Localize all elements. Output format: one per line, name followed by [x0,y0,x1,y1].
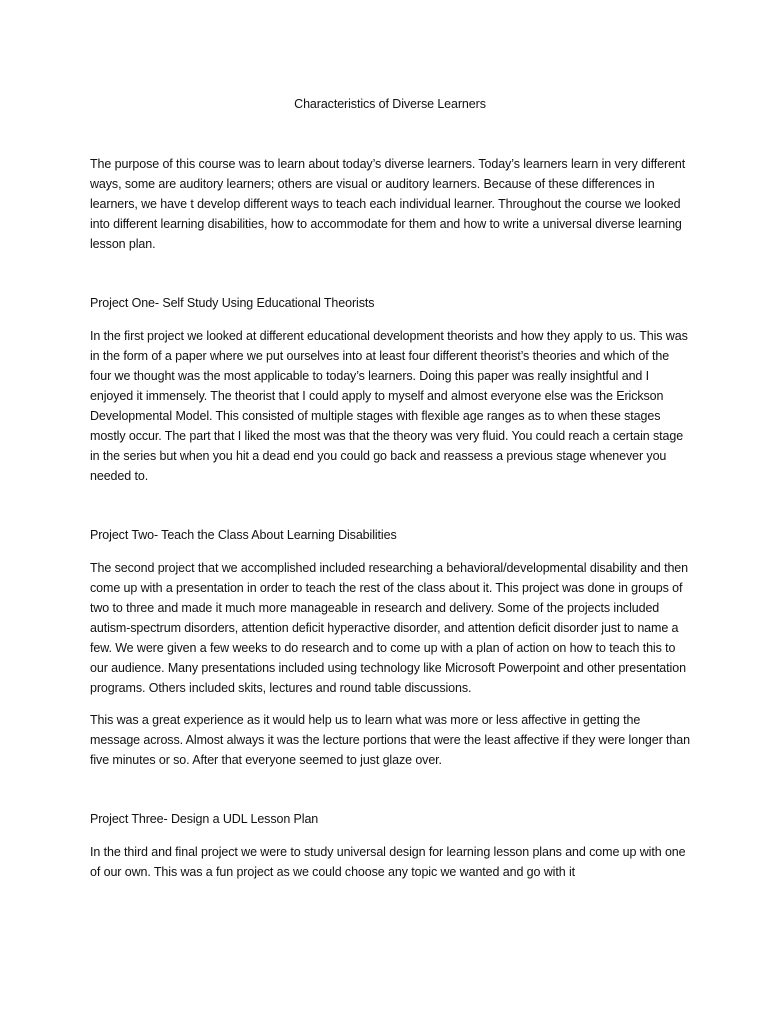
section-heading-project-three: Project Three- Design a UDL Lesson Plan [90,812,319,826]
section-heading-project-one: Project One- Self Study Using Educational Theorists [90,296,375,310]
project-one-paragraph: In the first project we looked at different educational development theorists and how they apply to us. This was in the form of a paper where we put ourselves into at least four different theorist’s theories and which of the four we thought was the most applicable to today’s learners. Doing this paper was really insightful and I enjoyed it immensely. The theorist that I could apply to myself and almost everyone else was the Erickson Developmental Model. This consisted of multiple stages with flexible age ranges as to when these stages mostly occur. The part that I liked the most was that the theory was very fluid. You could reach a certain stage in the series but when you hit a dead end you could go back and reassess a previous stage whenever you needed to. [90,329,688,483]
document-title: Characteristics of Diverse Learners [294,97,486,111]
project-two-paragraph-2: This was a great experience as it would help us to learn what was more or less affective in getting the message across. Almost always it was the lecture portions that were the least affective if they were longer than five minutes or so. After that everyone seemed to just glaze over. [90,713,690,767]
project-three-paragraph: In the third and final project we were to study universal design for learning lesson plans and come up with one of our own. This was a fun project as we could choose any topic we wanted and go with it [90,845,686,879]
intro-paragraph: The purpose of this course was to learn about today’s diverse learners. Today’s learners learn in very different ways, some are auditory learners; others are visual or auditory learners. Because of these differences in learners, we have t develop different ways to teach each individual learner. Throughout the course we looked into different learning disabilities, how to accommodate for them and how to write a universal diverse learning lesson plan. [90,157,686,251]
project-two-paragraph-1: The second project that we accomplished included researching a behavioral/developmental disability and then come up with a presentation in order to teach the rest of the class about it. This project was done in groups of two to three and made it much more manageable in research and delivery. Some of the projects included autism-spectrum disorders, attention deficit hyperactive disorder, and attention deficit disorder just to name a few. We were given a few weeks to do research and to come up with a plan of action on how to teach this to our audience. Many presentations included using technology like Microsoft Powerpoint and other presentation programs. Others included skits, lectures and round table discussions. [90,561,689,695]
document-body [90,94,690,894]
section-heading-project-two: Project Two- Teach the Class About Learning Disabilities [90,528,397,542]
